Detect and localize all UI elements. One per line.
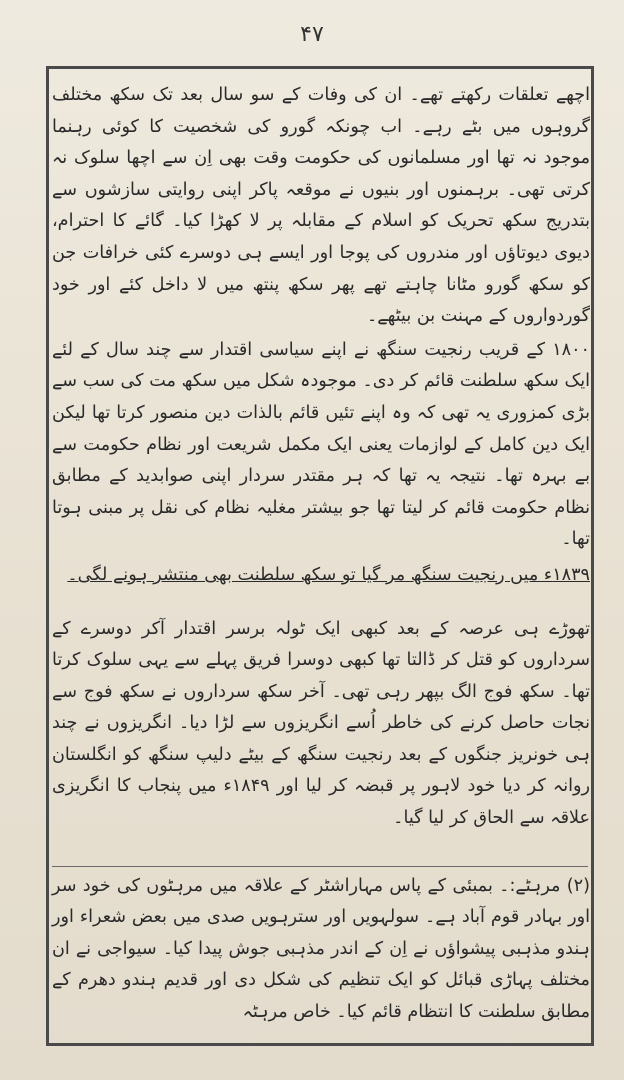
- paragraph-annexation: تھوڑے ہی عرصہ کے بعد کبھی ایک ٹولہ برسر اقتدار آکر دوسرے کے سرداروں کو قتل کر ڈالتا تھا کبھی دوسرا فریق پہلے سے یہی سلوک کرتا تھا۔ سکھ فوج الگ بپھر رہی تھی۔ آخر سکھ سرداروں نے سکھ فوج سے نجات حاصل کرنے کی خاطر اُسے انگریزوں سے لڑا دیا۔ انگریزوں نے چند ہی خونریز جنگوں کے بعد رنجیت سنگھ کے بیٹے دلیپ سنگھ کو انگلستان روانہ کر دیا خود لاہور پر قبضہ کر لیا اور ۱۸۴۹ء میں پنجاب کا انگریزی علاقہ سے الحاق کر لیا گیا۔: [52, 618, 590, 829]
- paragraph-sikh-groups: اچھے تعلقات رکھتے تھے۔ ان کی وفات کے سو سال بعد تک سکھ مختلف گروہوں میں بٹے رہے۔ اب چونکہ گورو کی شخصیت کا کوئی رہنما موجود نہ تھا اور مسلمانوں کی حکومت وقت بھی اِن سے اچھا سلوک نہ کرتی تھی۔ برہمنوں اور بنیوں نے موقعہ پاکر اپنی روایتی سازشوں سے بتدریج سکھ تحریک کو اسلام کے مقابلہ پر لا کھڑا کیا۔ گائے کا احترام، دیوی دیوتاؤں اور مندروں کی پوجا اور ایسے ہی دوسرے کئی خرافات جن کو سکھ گورو مٹانا چاہتے تھے پھر سکھ پنتھ میں لا داخل کئے اور خود گوردواروں کے مہنت بن بیٹھے۔: [52, 85, 590, 327]
- paragraph-marathas: (۲) مرہٹے:۔ بمبئی کے پاس مہاراشٹر کے علاقہ میں مرہٹوں کی خود سر اور بہادر قوم آباد ہے۔ سولہویں اور سترہویں صدی میں بعض شعراء اور ہندو مذہبی پیشواؤں نے اِن کے اندر مذہبی جوش پیدا کیا۔ سیواجی نے ان مختلف پہاڑی قبائل کو ایک تنظیم کی شکل دی اور قدیم ہندو دھرم کے مطابق سلطنت کا انتظام قائم کیا۔ خاص مرہٹہ: [52, 875, 590, 1023]
- paragraph-ranjit-singh-kingdom: ۱۸۰۰ کے قریب رنجیت سنگھ نے اپنے سیاسی اقتدار سے چند سال کے لئے ایک سکھ سلطنت قائم کر دی۔ موجودہ شکل میں سکھ مت کی سب سے بڑی کمزوری یہ تھی کہ وہ اپنے تئیں قائم بالذات دین منصور کرتا تھا لیکن ایک دین کامل کے لوازمات یعنی ایک مکمل شریعت اور نظام حکومت سے بے بہرہ تھا۔ نتیجہ یہ تھا کہ ہر مقتدر سردار اپنی صوابدید کے مطابق نظام حکومت قائم کر لیتا تھا جو بیشتر مغلیہ نظام کی نقل پر مبنی ہوتا تھا۔: [52, 339, 590, 550]
- page-number: ۴۷: [300, 22, 324, 47]
- paragraph-1839-death: ۱۸۳۹ء میں رنجیت سنگھ مر گیا تو سکھ سلطنت بھی منتشر ہونے لگی۔: [67, 564, 590, 585]
- section-divider: [52, 866, 588, 867]
- body-text: [52, 80, 590, 1029]
